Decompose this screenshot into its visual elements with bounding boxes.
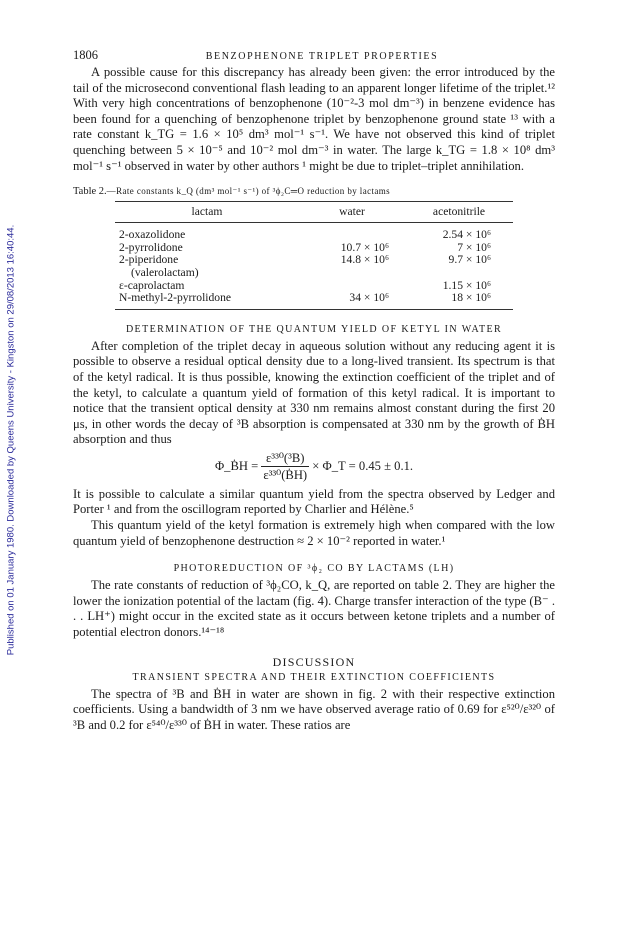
table-cell: 18 × 10⁶ [405, 292, 513, 309]
table-cell: (valerolactam) [131, 265, 199, 279]
table-caption [73, 186, 555, 197]
running-header [73, 48, 555, 63]
table-cell: 7 × 10⁶ [457, 240, 491, 254]
column-header-acetonitrile: acetonitrile [405, 202, 513, 223]
section-heading-quantum-yield: DETERMINATION OF THE QUANTUM YIELD OF KETYL IN WATER [125, 323, 503, 335]
table-caption-text: —Rate constants k_Q (dm³ mol⁻¹ s⁻¹) of ³ϕ₂C═O reduction by lactams [106, 186, 391, 197]
table-cell: 9.7 × 10⁶ [448, 253, 491, 267]
table-row [115, 223, 513, 242]
table-cell: 14.8 × 10⁶ [340, 253, 389, 267]
quantum-yield-equation [73, 450, 555, 483]
equation-fraction [261, 450, 309, 483]
equation-rhs: × Φ_T = 0.45 ± 0.1. [312, 458, 414, 473]
column-header-water: water [299, 202, 405, 223]
subsection-heading-transient-spectra: TRANSIENT SPECTRA AND THEIR EXTINCTION COEFFICIENTS [132, 671, 496, 683]
table-caption-label: Table 2. [73, 186, 107, 198]
download-watermark-text: Published on 01 January 1980. Downloaded by Queens University - Kingston on 29/08/2013 16:40:44. [5, 224, 17, 656]
table-cell: 10.7 × 10⁶ [340, 240, 389, 254]
table-cell [299, 267, 405, 280]
table-header-row [115, 202, 513, 223]
table-row [115, 292, 513, 309]
table-cell [405, 267, 513, 280]
paragraph-spectra: The spectra of ³B and ḂH in water are shown in fig. 2 with their respective extinction coefficients. Using a bandwidth of 3 nm we have observed average ratio of 0.69 for ε⁵²⁰/ε³²⁰ of ³B and 0.2 for ε⁵⁴⁰/ε³³⁰ of ḂH in water. These ratios are [73, 686, 555, 732]
rate-constants-table [115, 201, 513, 310]
paragraph-discrepancy: A possible cause for this discrepancy has already been given: the error introduced by the tail of the microsecond conventional flash leading to an apparent longer lifetime of the triplet.¹² With very high concentrations of benzophenone (10⁻²-3 mol dm⁻³) in benzene evidence has been found for a quenching of benzophenone triplet by benzophenone ground state ¹³ with a rate constant k_TG = 1.6 × 10⁵ dm³ mol⁻¹ s⁻¹. We have not observed this kind of triplet quenching between 5 × 10⁻⁵ and 10⁻² mol dm⁻³ in water. The large k_TG = 1.8 × 10⁸ dm³ mol⁻¹ s⁻¹ observed in water by other authors ¹ might be due to triplet–triplet annihilation. [73, 65, 555, 173]
equation-numerator: ε³³⁰(³B) [261, 450, 309, 467]
page-content [73, 48, 555, 733]
column-header-lactam: lactam [115, 202, 299, 223]
section-heading-discussion: DISCUSSION [272, 654, 356, 669]
table-row [115, 267, 513, 280]
equation-lhs: Φ_ḂH = [214, 458, 259, 473]
paragraph-rate-constants: The rate constants of reduction of ³ϕ₂CO, k_Q, are reported on table 2. They are higher the lower the ionization potential of the lactam (fig. 4). Charge transfer interaction of the type (B⁻ . . . LH⁺) might occur in the excited state as it occurs between ketone triplets and a number of potential electron donors.¹⁴⁻¹⁸ [73, 578, 555, 640]
download-watermark [4, 60, 18, 820]
table-cell: ε-caprolactam [119, 278, 185, 292]
table-cell: 2.54 × 10⁶ [442, 228, 491, 242]
table-cell: 2-piperidone [119, 253, 179, 267]
table-cell [299, 223, 405, 242]
table-cell: N-methyl-2-pyrrolidone [115, 292, 299, 309]
page-number: 1806 [73, 48, 98, 62]
section-heading-photoreduction: PHOTOREDUCTION OF ³ϕ₂ CO BY LACTAMS (LH) [173, 563, 455, 575]
paragraph-similar-yield: It is possible to calculate a similar quantum yield from the spectra observed by Ledger and Porter ¹ and from the oscillogram reported by Charlier and Hélène.⁵ [73, 486, 555, 517]
equation-denominator: ε³³⁰(ḂH) [263, 467, 308, 482]
table-cell: 2-oxazolidone [119, 228, 186, 242]
running-title: BENZOPHENONE TRIPLET PROPERTIES [205, 51, 439, 62]
table-cell: 34 × 10⁶ [299, 292, 405, 309]
table-cell: 2-pyrrolidone [119, 240, 183, 254]
paragraph-ketyl-high: This quantum yield of the ketyl formation is extremely high when compared with the low quantum yield of benzophenone destruction ≈ 2 × 10⁻² reported in water.¹ [73, 518, 555, 548]
table-cell: 1.15 × 10⁶ [442, 278, 491, 292]
paragraph-ketyl-transient: After completion of the triplet decay in aqueous solution without any reducing agent it is possible to observe a residual optical density due to a long-lived transient. Its spectrum is that of the ketyl radical. It is thus possible, knowing the extinction coefficient of the triplet and of the ketyl, to calculate a quantum yield of formation of this ketyl radical. It is important to notice that the transient optical density at 330 nm remains almost constant during the first 20 μs, in other words the decay of ³B absorption is compensated at 330 nm by the growth of ḂH absorption and thus [73, 338, 555, 447]
